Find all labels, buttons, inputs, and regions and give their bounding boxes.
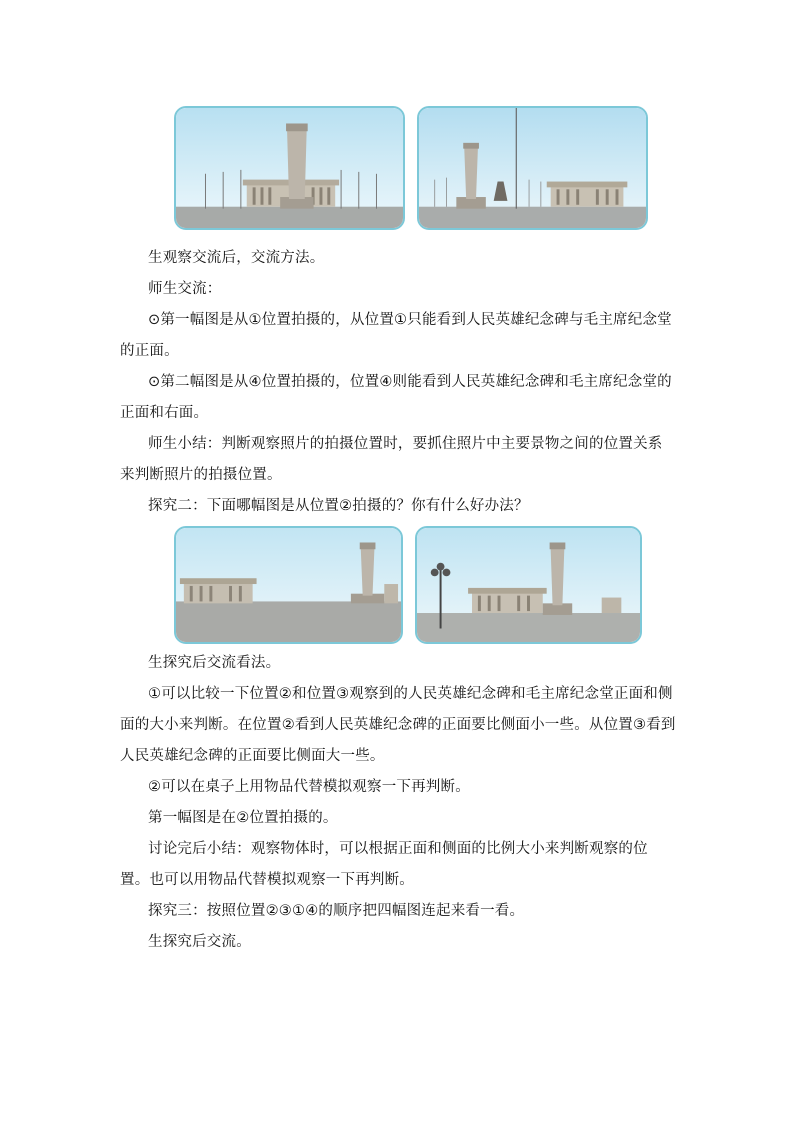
paragraph-11: 讨论完后小结：观察物体时，可以根据正面和侧面的比例大小来判断观察的位置。也可以用物品代替模拟观察一下再判断。 bbox=[120, 841, 648, 888]
paragraph-12: 探究三：按照位置②③①④的顺序把四幅图连起来看一看。 bbox=[148, 903, 525, 919]
paragraph-9: ②可以在桌子上用物品代替模拟观察一下再判断。 bbox=[148, 779, 470, 795]
paragraph-10: 第一幅图是在②位置拍摄的。 bbox=[148, 810, 338, 826]
paragraph-4: ⊙第二幅图是从④位置拍摄的，位置④则能看到人民英雄纪念碑和毛主席纪念堂的正面和右面。 bbox=[120, 374, 672, 421]
paragraph-6: 探究二：下面哪幅图是从位置②拍摄的？你有什么好办法？ bbox=[148, 498, 529, 514]
photo-position-2-candidate-a bbox=[174, 526, 403, 644]
photo-monument-front-view bbox=[174, 106, 405, 230]
paragraph-13: 生探究后交流。 bbox=[148, 934, 251, 950]
paragraph-1: 生观察交流后，交流方法。 bbox=[148, 250, 325, 266]
paragraph-7: 生探究后交流看法。 bbox=[148, 655, 281, 671]
photo-monument-right-view bbox=[417, 106, 648, 230]
paragraph-5: 师生小结：判断观察照片的拍摄位置时，要抓住照片中主要景物之间的位置关系来判断照片的拍摄位置。 bbox=[120, 436, 663, 483]
photo-position-2-candidate-b bbox=[415, 526, 642, 644]
paragraph-3: ⊙第一幅图是从①位置拍摄的，从位置①只能看到人民英雄纪念碑与毛主席纪念堂的正面。 bbox=[120, 312, 672, 359]
paragraph-8: ①可以比较一下位置②和位置③观察到的人民英雄纪念碑和毛主席纪念堂正面和侧面的大小来判断。在位置②看到人民英雄纪念碑的正面要比侧面小一些。从位置③看到人民英雄纪念碑的正面要比侧面大一些。 bbox=[120, 686, 676, 764]
paragraph-2: 师生交流： bbox=[148, 281, 222, 297]
